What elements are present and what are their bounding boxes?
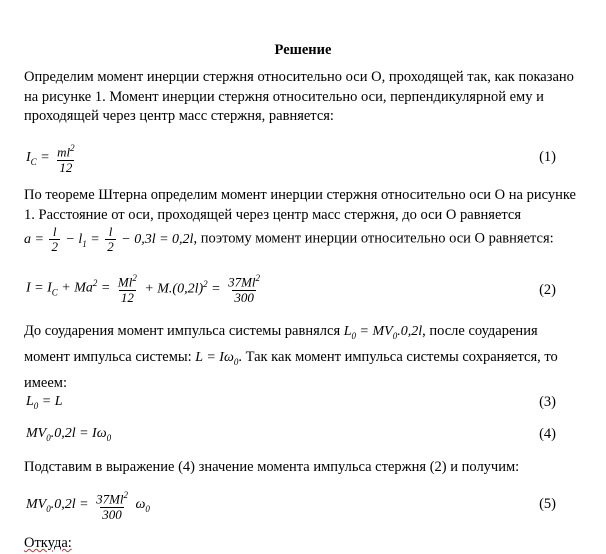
section-title: Решение xyxy=(274,42,332,58)
paragraph-intro: Определим момент инерции стержня относительно оси О, проходящей так, как показано на рисунке 1. Момент инерции стержня относительно оси, перпендикулярной ему и проходящей через центр масс стержня, равняется: xyxy=(24,69,574,124)
distance-formula: a = $\frac{l}{2}$ − $l_1$ = $\frac{l}{2}$ − 0,3l = 0,2l xyxy=(24,224,194,254)
whence-word: Откуда: xyxy=(24,535,72,551)
inline-formula-L0: $L_0 = MV_0.0,2l$ xyxy=(343,324,423,341)
equation-number-5: (5) xyxy=(539,496,556,512)
equation-number-2: (2) xyxy=(539,282,556,298)
paragraph-momentum-c: . Так как момент импульса системы сохраняется, то имеем: xyxy=(24,348,558,391)
paragraph-momentum-b: , после соударения момент импульса системы: xyxy=(24,323,538,365)
paragraph-momentum xyxy=(24,321,584,394)
equation-number-3: (3) xyxy=(539,394,556,410)
formula-2: $I = I_C + Ma^2$ = $\frac{Ml^2}{12}$ + $M.(0,2l)^2$ = $\frac{37Ml^2}{300}$ xyxy=(26,273,261,305)
equation-number-1: (1) xyxy=(539,149,556,165)
paragraph-steiner-text: По теореме Штерна определим момент инерции стержня относительно оси О на рисунке 1. Расстояние от оси, проходящей через центр масс стержня, до оси О равняется xyxy=(24,187,576,223)
equation-number-4: (4) xyxy=(539,426,556,442)
paragraph-momentum-a: До соударения момент импульса системы равнялся xyxy=(24,323,341,339)
formula-1: $I_C$ = $\frac{ml^2}{12}$ xyxy=(26,143,75,175)
inline-formula-L: $L = I\omega_0$ xyxy=(195,349,239,367)
formula-5: $MV_0.0,2l$ = $\frac{37Ml^2}{300}$ $\omega_0$ xyxy=(26,490,150,522)
formula-4: $MV_0.0,2l = I\omega_0$ xyxy=(26,425,112,443)
paragraph-steiner xyxy=(24,186,584,254)
paragraph-steiner-tail: , поэтому момент инерции относительно оси О равняется: xyxy=(193,230,554,247)
paragraph-substitute: Подставим в выражение (4) значение момента импульса стержня (2) и получим: xyxy=(24,459,520,475)
paragraph-whence xyxy=(24,534,584,554)
formula-3: $L_0 = L$ xyxy=(26,393,63,411)
